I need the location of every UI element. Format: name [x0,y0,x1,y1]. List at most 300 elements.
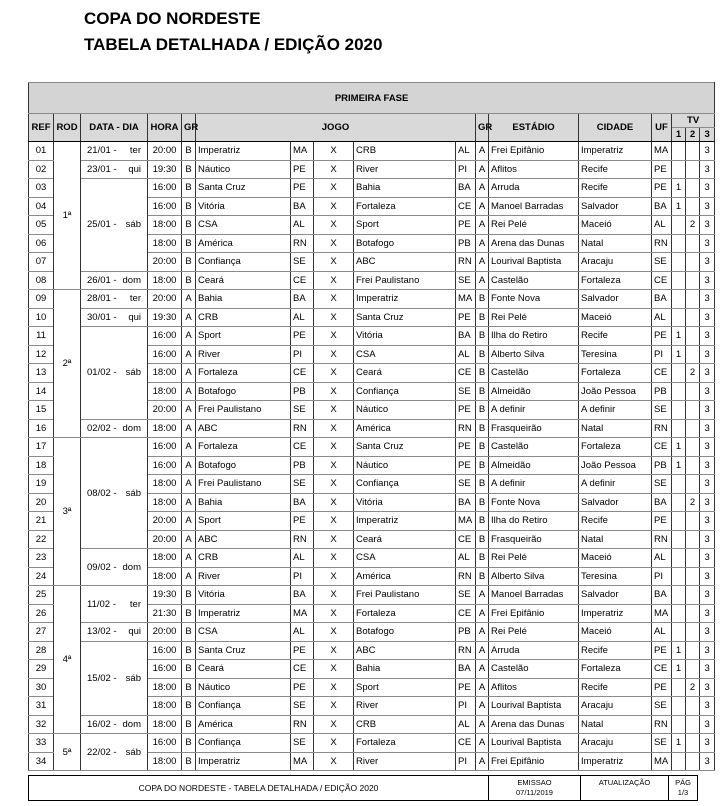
away-state-cell: PI [456,160,476,179]
date-cell [81,419,148,438]
away-group-cell: A [476,623,489,642]
stadium-cell: Castelão [489,271,579,290]
home-state-cell: RN [291,419,314,438]
away-group-cell: B [476,549,489,568]
venue-state-cell: RN [652,234,672,253]
game-row [29,290,715,309]
tv2-cell [686,715,700,734]
ref-cell: 01 [29,142,54,161]
tv2-cell [686,401,700,420]
ref-cell: 23 [29,549,54,568]
time-cell: 20:00 [148,253,182,272]
date-cell [81,734,148,771]
tv1-cell: 1 [672,438,686,457]
tv2-cell [686,530,700,549]
away-team-cell: River [354,160,456,179]
header-tv-1: 1 [672,128,686,142]
home-group-cell: A [182,364,196,383]
home-state-cell: PE [291,179,314,198]
stadium-cell: Arruda [489,179,579,198]
away-state-cell: BA [456,660,476,679]
tv1-cell [672,475,686,494]
weekday-label: ter [129,293,141,305]
tv3-cell: 3 [700,142,715,161]
tv1-cell: 1 [672,345,686,364]
header-group-home: GR [182,114,196,142]
away-team-cell: Santa Cruz [354,308,456,327]
versus-mark: X [314,586,354,605]
time-cell: 20:00 [148,623,182,642]
date-cell [81,623,148,642]
time-cell: 16:00 [148,438,182,457]
versus-mark: X [314,567,354,586]
ref-cell: 05 [29,216,54,235]
tv1-cell: 1 [672,641,686,660]
venue-state-cell: SE [652,475,672,494]
home-group-cell: B [182,253,196,272]
away-group-cell: A [476,179,489,198]
home-team-cell: Imperatriz [196,142,291,161]
versus-mark: X [314,364,354,383]
stadium-cell: Rei Pelé [489,216,579,235]
tv3-cell: 3 [700,660,715,679]
versus-mark: X [314,678,354,697]
home-group-cell: A [182,512,196,531]
home-state-cell: BA [291,197,314,216]
venue-state-cell: PB [652,382,672,401]
home-state-cell: MA [291,142,314,161]
date-label: 13/02 - [87,626,117,638]
stadium-cell: Rei Pelé [489,308,579,327]
home-state-cell: BA [291,290,314,309]
tv1-cell [672,530,686,549]
home-group-cell: B [182,623,196,642]
time-cell: 16:00 [148,327,182,346]
tv2-cell [686,179,700,198]
stadium-cell: Castelão [489,660,579,679]
weekday-label: ter [129,145,141,157]
away-team-cell: Vitória [354,327,456,346]
time-cell: 18:00 [148,678,182,697]
venue-state-cell: AL [652,549,672,568]
ref-cell: 04 [29,197,54,216]
away-state-cell: AL [456,715,476,734]
tv3-cell: 3 [700,493,715,512]
date-label: 28/01 - [87,293,117,305]
away-group-cell: A [476,678,489,697]
game-row [29,438,715,457]
away-team-cell: River [354,697,456,716]
footer-emission [489,776,581,801]
home-state-cell: SE [291,697,314,716]
stadium-cell: Ilha do Retiro [489,512,579,531]
ref-cell: 10 [29,308,54,327]
ref-cell: 28 [29,641,54,660]
weekday-label: sáb [125,219,141,231]
stadium-cell: Frasqueirão [489,530,579,549]
tv1-cell [672,271,686,290]
away-state-cell: CE [456,364,476,383]
versus-mark: X [314,734,354,753]
away-team-cell: Botafogo [354,234,456,253]
tv2-cell [686,623,700,642]
date-cell [81,142,148,161]
home-group-cell: B [182,160,196,179]
header-stadium: ESTÁDIO [489,114,579,142]
away-state-cell: CE [456,604,476,623]
versus-mark: X [314,253,354,272]
away-team-cell: Imperatriz [354,290,456,309]
tv3-cell: 3 [700,530,715,549]
away-group-cell: B [476,308,489,327]
city-cell: Imperatriz [579,604,652,623]
home-group-cell: A [182,493,196,512]
home-group-cell: B [182,697,196,716]
ref-cell: 12 [29,345,54,364]
city-cell: Recife [579,641,652,660]
away-team-cell: Imperatriz [354,512,456,531]
venue-state-cell: MA [652,752,672,771]
home-group-cell: A [182,475,196,494]
home-group-cell: B [182,271,196,290]
home-state-cell: RN [291,715,314,734]
versus-mark: X [314,382,354,401]
tv3-cell: 3 [700,308,715,327]
away-group-cell: B [476,567,489,586]
away-team-cell: Fortaleza [354,604,456,623]
tv2-cell [686,604,700,623]
venue-state-cell: CE [652,438,672,457]
city-cell: Recife [579,678,652,697]
away-state-cell: AL [456,549,476,568]
tv1-cell [672,382,686,401]
city-cell: Teresina [579,345,652,364]
home-team-cell: Bahia [196,493,291,512]
stadium-cell: Lourival Baptista [489,697,579,716]
ref-cell: 30 [29,678,54,697]
tv2-cell [686,253,700,272]
versus-mark: X [314,475,354,494]
stadium-cell: Frei Epifânio [489,142,579,161]
date-label: 23/01 - [87,163,117,175]
ref-cell: 20 [29,493,54,512]
home-state-cell: AL [291,623,314,642]
home-group-cell: B [182,604,196,623]
stadium-cell: Lourival Baptista [489,253,579,272]
tv2-cell [686,142,700,161]
away-group-cell: A [476,697,489,716]
tv2-cell [686,197,700,216]
home-state-cell: AL [291,216,314,235]
date-cell [81,160,148,179]
stadium-cell: Frei Epifânio [489,604,579,623]
away-group-cell: A [476,641,489,660]
tv2-cell [686,290,700,309]
venue-state-cell: AL [652,216,672,235]
tv3-cell: 3 [700,697,715,716]
date-cell [81,715,148,734]
venue-state-cell: PI [652,567,672,586]
tv1-cell [672,160,686,179]
venue-state-cell: BA [652,493,672,512]
date-day [83,164,145,175]
home-team-cell: América [196,234,291,253]
date-day [83,145,145,156]
tv3-cell: 3 [700,345,715,364]
tv2-cell [686,586,700,605]
home-group-cell: A [182,456,196,475]
weekday-label: sáb [125,672,141,684]
table-head [29,83,715,142]
away-state-cell: BA [456,327,476,346]
home-state-cell: BA [291,493,314,512]
away-state-cell: PI [456,697,476,716]
home-state-cell: AL [291,308,314,327]
time-cell: 16:00 [148,734,182,753]
tv3-cell: 3 [700,734,715,753]
tv3-cell: 3 [700,475,715,494]
tv3-cell: 3 [700,234,715,253]
document-subtitle: TABELA DETALHADA / EDIÇÃO 2020 [84,35,383,54]
ref-cell: 18 [29,456,54,475]
venue-state-cell: AL [652,623,672,642]
time-cell: 16:00 [148,197,182,216]
home-group-cell: B [182,734,196,753]
away-state-cell: RN [456,419,476,438]
stadium-cell: Aflitos [489,160,579,179]
home-state-cell: SE [291,253,314,272]
away-state-cell: CE [456,197,476,216]
tv2-cell [686,660,700,679]
away-state-cell: PE [456,216,476,235]
home-state-cell: PI [291,567,314,586]
tv3-cell: 3 [700,752,715,771]
city-cell: Natal [579,715,652,734]
date-day [83,719,145,730]
home-state-cell: PI [291,345,314,364]
home-state-cell: RN [291,530,314,549]
away-state-cell: MA [456,512,476,531]
city-cell: Salvador [579,290,652,309]
tv1-cell [672,419,686,438]
date-day [83,367,145,378]
away-team-cell: Botafogo [354,623,456,642]
away-team-cell: River [354,752,456,771]
date-label: 21/01 - [87,145,117,157]
tv2-cell [686,382,700,401]
ref-cell: 16 [29,419,54,438]
tv1-cell: 1 [672,456,686,475]
home-group-cell: B [182,660,196,679]
city-cell: Salvador [579,197,652,216]
tv2-cell [686,752,700,771]
game-row [29,308,715,327]
stadium-cell: Ilha do Retiro [489,327,579,346]
away-state-cell: RN [456,253,476,272]
away-state-cell: SE [456,475,476,494]
away-team-cell: Frei Paulistano [354,586,456,605]
time-cell: 20:00 [148,142,182,161]
weekday-label: dom [122,274,141,286]
away-group-cell: A [476,253,489,272]
header-tv: TV [672,114,715,128]
venue-state-cell: PE [652,641,672,660]
tv1-cell [672,549,686,568]
home-team-cell: Botafogo [196,456,291,475]
tv2-cell [686,308,700,327]
venue-state-cell: SE [652,697,672,716]
time-cell: 18:00 [148,382,182,401]
versus-mark: X [314,142,354,161]
tv3-cell: 3 [700,364,715,383]
away-group-cell: B [476,382,489,401]
ref-cell: 11 [29,327,54,346]
away-team-cell: Bahia [354,179,456,198]
schedule-table [28,82,715,771]
away-team-cell: Confiança [354,475,456,494]
home-team-cell: ABC [196,530,291,549]
ref-cell: 06 [29,234,54,253]
home-state-cell: MA [291,752,314,771]
time-cell: 16:00 [148,345,182,364]
tv1-cell [672,308,686,327]
home-state-cell: PE [291,678,314,697]
game-row [29,549,715,568]
stadium-cell: Frasqueirão [489,419,579,438]
away-state-cell: CE [456,734,476,753]
home-group-cell: A [182,438,196,457]
away-group-cell: B [476,512,489,531]
versus-mark: X [314,752,354,771]
away-state-cell: PE [456,308,476,327]
date-cell [81,586,148,623]
home-team-cell: Frei Paulistano [196,401,291,420]
date-day [83,219,145,230]
tv1-cell [672,604,686,623]
away-team-cell: América [354,567,456,586]
home-team-cell: CSA [196,623,291,642]
tv3-cell: 3 [700,419,715,438]
footer-page [669,776,698,801]
date-label: 11/02 - [87,598,116,610]
date-label: 02/02 - [87,422,117,434]
time-cell: 18:00 [148,752,182,771]
versus-mark: X [314,179,354,198]
header-tv-3: 3 [700,128,715,142]
ref-cell: 21 [29,512,54,531]
date-cell [81,308,148,327]
city-cell: Fortaleza [579,271,652,290]
versus-mark: X [314,604,354,623]
away-state-cell: SE [456,586,476,605]
away-state-cell: PE [456,678,476,697]
versus-mark: X [314,216,354,235]
ref-cell: 22 [29,530,54,549]
tv2-cell: 2 [686,493,700,512]
tv1-cell: 1 [672,179,686,198]
stadium-cell: Alberto Silva [489,345,579,364]
date-day [83,747,145,758]
ref-cell: 09 [29,290,54,309]
stadium-cell: Rei Pelé [489,623,579,642]
home-team-cell: Botafogo [196,382,291,401]
weekday-label: sáb [125,487,141,499]
versus-mark: X [314,641,354,660]
home-team-cell: ABC [196,419,291,438]
header-date: DATA - DIA [81,114,148,142]
home-group-cell: B [182,715,196,734]
game-row [29,419,715,438]
game-row [29,586,715,605]
date-day [83,673,145,684]
game-row [29,327,715,346]
tv1-cell: 1 [672,197,686,216]
away-group-cell: A [476,142,489,161]
tv1-cell [672,216,686,235]
away-group-cell: B [476,364,489,383]
tv1-cell [672,678,686,697]
time-cell: 16:00 [148,641,182,660]
home-team-cell: CRB [196,308,291,327]
city-cell: Imperatriz [579,752,652,771]
ref-cell: 17 [29,438,54,457]
city-cell: Imperatriz [579,142,652,161]
time-cell: 19:30 [148,160,182,179]
date-day [83,599,145,610]
tv1-cell [672,567,686,586]
home-group-cell: B [182,142,196,161]
date-day [83,562,145,573]
city-cell: Salvador [579,493,652,512]
date-cell [81,290,148,309]
away-team-cell: ABC [354,253,456,272]
time-cell: 20:00 [148,290,182,309]
tv1-cell [672,697,686,716]
document-title: COPA DO NORDESTE [84,9,261,28]
header-match: JOGO [196,114,476,142]
footer-update-label: ATUALIZAÇÃO [598,778,651,787]
tv1-cell [672,364,686,383]
time-cell: 18:00 [148,475,182,494]
game-row [29,623,715,642]
date-label: 30/01 - [87,311,117,323]
home-group-cell: B [182,216,196,235]
home-state-cell: MA [291,604,314,623]
stadium-cell: Arena das Dunas [489,234,579,253]
city-cell: Fortaleza [579,438,652,457]
versus-mark: X [314,697,354,716]
date-cell [81,549,148,586]
date-day [83,626,145,637]
city-cell: Natal [579,234,652,253]
home-team-cell: Fortaleza [196,364,291,383]
tv1-cell [672,512,686,531]
stadium-cell: Aflitos [489,678,579,697]
away-group-cell: B [476,327,489,346]
tv1-cell [672,752,686,771]
versus-mark: X [314,290,354,309]
weekday-label: qui [128,626,141,638]
tv2-cell [686,419,700,438]
home-state-cell: PB [291,456,314,475]
venue-state-cell: PE [652,512,672,531]
home-state-cell: CE [291,271,314,290]
tv1-cell [672,290,686,309]
time-cell: 19:30 [148,586,182,605]
city-cell: Fortaleza [579,660,652,679]
city-cell: Salvador [579,586,652,605]
game-row [29,734,715,753]
